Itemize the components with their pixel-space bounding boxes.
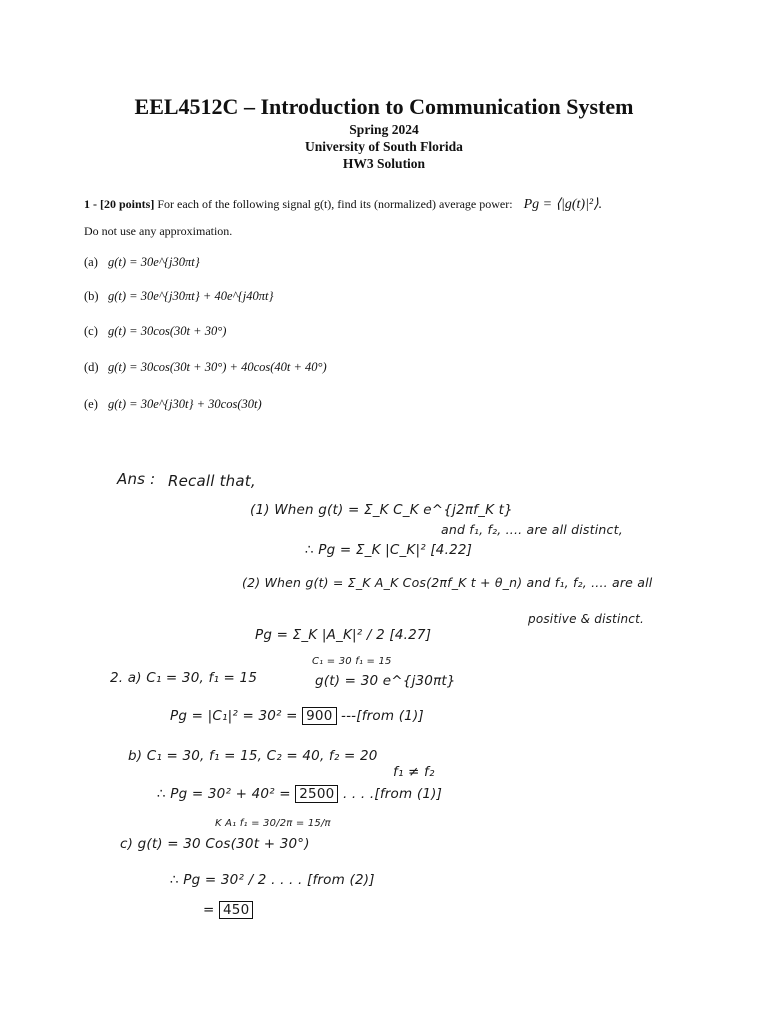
answer-a-given: 2. a) C₁ = 30, f₁ = 15 (110, 670, 258, 686)
answer-b-result: 2500 (295, 785, 338, 803)
part-a: (a) g(t) = 30e^{j30πt} (84, 255, 200, 269)
ans-label: Ans : (117, 470, 156, 488)
part-b: (b) g(t) = 30e^{j30πt} + 40e^{j40πt} (84, 289, 274, 303)
answer-b-given: b) C₁ = 30, f₁ = 15, C₂ = 40, f₂ = 20 (128, 748, 378, 764)
answer-c-power: ∴ Pg = 30² / 2 . . . . [from (2)] (170, 872, 375, 888)
part-c: (c) g(t) = 30cos(30t + 30°) (84, 324, 227, 338)
answer-a-power: Pg = |C₁|² = 30² = 900 ---[from (1)] (170, 708, 424, 724)
problem-statement (84, 196, 704, 239)
power-formula: Pg = ⟨|g(t)|²⟩. (523, 197, 603, 212)
answer-c-signal: c) g(t) = 30 Cos(30t + 30°) (120, 836, 310, 852)
problem-points: [20 points] (100, 197, 155, 211)
part-d: (d) g(t) = 30cos(30t + 30°) + 40cos(40t + 40°) (84, 360, 327, 374)
rule-1-result: ∴ Pg = Σ_K |C_K|² [4.22] (305, 542, 473, 558)
rule-2-condition: positive & distinct. (528, 612, 645, 626)
answer-c-result-line: = 450 (203, 902, 253, 918)
rule-2: (2) When g(t) = Σ_K A_K Cos(2πf_K t + θ_n) and f₁, f₂, .... are all (242, 575, 653, 590)
document-subtitle: HW3 Solution (342, 156, 426, 171)
rule-2-result: Pg = Σ_K |A_K|² / 2 [4.27] (255, 627, 432, 643)
problem-note: Do not use any approximation. (84, 224, 233, 238)
answer-b-power: ∴ Pg = 30² + 40² = 2500 . . . .[from (1)] (157, 786, 443, 802)
rule-1-condition: and f₁, f₂, .... are all distinct, (441, 522, 623, 537)
answer-a-signal: g(t) = 30 e^{j30πt} (315, 673, 456, 689)
school: University of South Florida (305, 139, 463, 154)
problem-text: For each of the following signal g(t), find its (normalized) average power: (154, 197, 513, 211)
part-a-note: C₁ = 30 f₁ = 15 (312, 656, 392, 667)
answer-a-result: 900 (302, 707, 336, 725)
recall-text: Recall that, (168, 472, 256, 490)
answer-c-result: 450 (219, 901, 253, 919)
answer-c-note: K A₁ f₁ = 30/2π = 15/π (215, 818, 331, 829)
answer-b-note: f₁ ≠ f₂ (393, 764, 435, 780)
document-title: EEL4512C – Introduction to Communication System (134, 94, 634, 119)
part-e: (e) g(t) = 30e^{j30t} + 30cos(30t) (84, 397, 262, 411)
term: Spring 2024 (349, 122, 419, 137)
problem-number: 1 - (84, 197, 100, 211)
document-header (0, 93, 768, 172)
rule-1: (1) When g(t) = Σ_K C_K e^{j2πf_K t} (250, 502, 513, 518)
